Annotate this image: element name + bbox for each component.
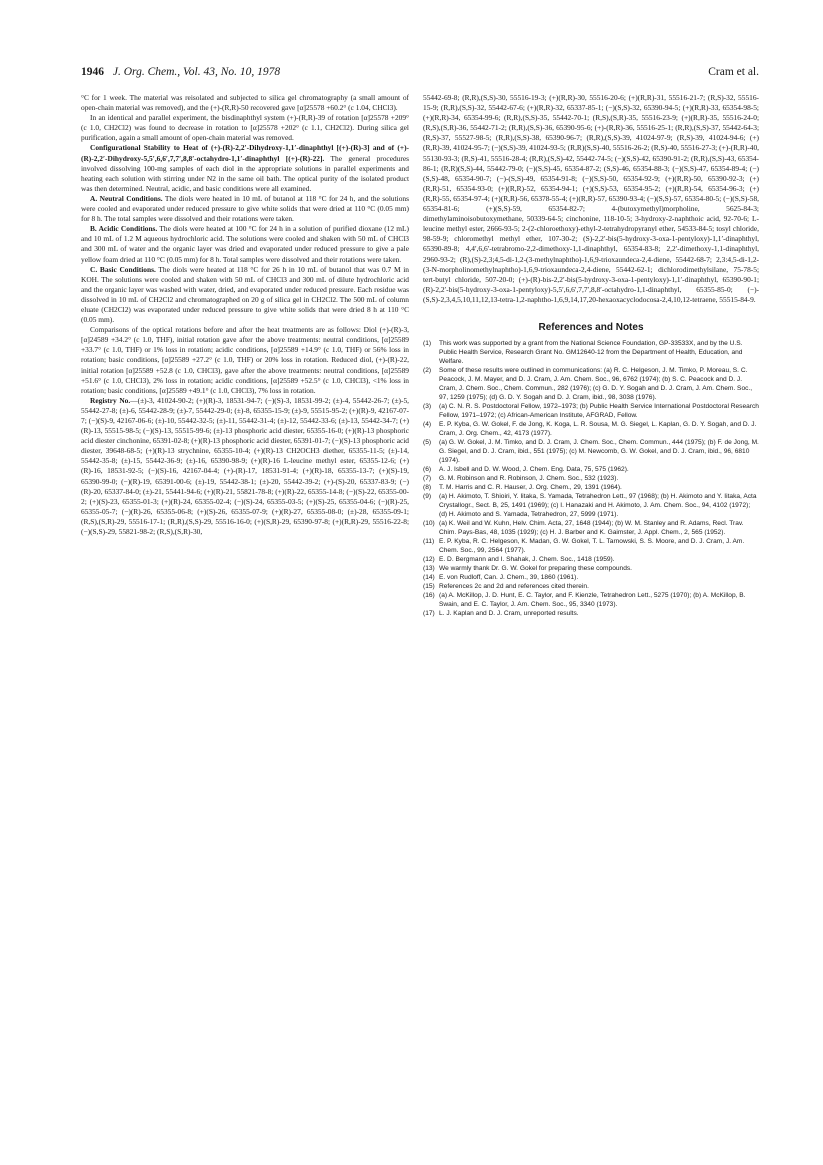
reference-text: (a) H. Akimoto, T. Shioiri, Y. Iitaka, S. Yamada, Tetrahedron Lett., 97 (1968); (b) H. Akimoto and Y. Iitaka, Acta Crystallogr., Sect. B, 25, 1491 (1969); (c) I. Hanazaki and H. Akimoto, J. Am. Chem. Soc., 94, 4102 (1972); (d) H. Akimoto and S. Yamada, Tetrahedron, 27, 5999 (1971).	[439, 493, 757, 519]
reference-item	[423, 609, 759, 618]
reference-item	[423, 474, 759, 483]
references-list	[423, 339, 759, 618]
reference-item	[423, 582, 759, 591]
reference-text: L. J. Kaplan and D. J. Cram, unreported results.	[439, 610, 579, 618]
reference-text: E. P. Kyba, R. C. Helgeson, K. Madan, G. W. Gokel, T. L. Tarnowski, S. S. Moore, and D. J. Cram, J. Am. Chem. Soc., 99, 2564 (1977).	[439, 538, 745, 555]
reference-number: (11)	[423, 538, 435, 546]
paragraph	[81, 396, 409, 537]
reference-item	[423, 519, 759, 537]
reference-number: (7)	[423, 475, 432, 483]
reference-text: This work was supported by a grant from the National Science Foundation, GP-33533X, and by the U.S. Public Health Service, Research Grant No. GM12640-12 from the Department of Health, Education, and Welfare.	[439, 340, 743, 366]
section-heading: C. Basic Conditions.	[90, 264, 156, 274]
reference-number: (15)	[423, 583, 435, 591]
reference-number: (5)	[423, 439, 432, 447]
reference-number: (10)	[423, 520, 435, 528]
registry-list: —(±)-3, 41024-90-2; (+)(R)-3, 18531-94-7; (−)(S)-3, 18531-99-2; (±)-4, 55442-26-7; (±)-5, 55442-27-8; (±)-6, 55442-28-9; (±)-7, 55442-29-0; (±)-8, 65355-15-9; (±)-9, 55515-95-2; (+)(R)-9, 42167-07-7; (−)(S)-9, 42167-06-6; (±)-10, 55442-32-5; (±)-11, 55442-31-4; (±)-12, 55442-33-6; (±)-13, 55442-34-7; (+)(R)-13, 55515-98-5; (−)(S)-13, 55515-99-6; (±)-13 phosphoric acid diester, 65355-16-0; (+)(R)-13 phosphoric acid diester cinchonine, 65391-02-8; (+)(R)-13 phosphoric acid diester, 65391-01-7; (−)(S)-13 phosphoric acid diester, 39648-68-5; (+)(R)-13 strychnine, 65355-10-4; (+)(R)-13 CH2OCH3 diether, 65355-11-5; (±)-14, 55442-35-8; (±)-15, 55442-36-9; (±)-16, 65390-98-9; (+)(R)-16 L-leucine methyl ester, 65355-12-6; (+)(R)-16, 18531-92-5; (−)(S)-16, 42167-04-4; (+)-(R)-17, 18531-91-4; (+)(R)-18, 65355-13-7; (+)(S)-19, 65390-99-0; (−)(R)-19, 65391-00-6; (±)-19, 55442-38-1; (±)-20, 55442-39-2; (+)-(S)-20, 65337-83-9; (−)(R)-20, 65337-84-0; (±)-21, 55441-94-6; (+)(R)-21, 55821-78-8; (+)(R)-22, 65355-14-8; (−)(S)-22, 65355-00-2; (+)(S)-23, 65355-01-3; (+)(R)-24, 65355-02-4; (−)(S)-24, 65355-03-5; (+)(S)-25, 65355-04-6; (−)(R)-25, 65355-05-7; (−)(R)-26, 65355-06-8; (+)(S)-26, 65355-07-9; (+)(R)-27, 65355-08-0; (±)-28, 65355-09-1; (R,S),(S,R)-29, 55516-17-1; (R,R),(S,S)-29, 55516-16-0; (+)(S,R)-29, 65390-97-8; (+)(R,R)-29, 55516-22-8; (−)(S,S)-29, 55821-98-2; (R,S),(S,R)-30,	[81, 395, 410, 537]
reference-item	[423, 339, 759, 366]
paragraph	[81, 265, 409, 326]
reference-number: (8)	[423, 484, 432, 492]
paragraph: °C for 1 week. The material was reisolated and subjected to silica gel chromatography (a small amount of open-chain material was removed), and the (+)-(R,R)-50 recovered gave [α]25578 +60.2° (c 1.04, CHCl3).	[81, 93, 409, 113]
reference-item	[423, 564, 759, 573]
paragraph-body: The general procedures involved dissolving 100-mg samples of each diol in the appropriate solutions in parallel experiments and heating each solution with stirring under N2 in the same oil bath. The optical purity of the isolated product was then determined. Neutral, acidic, and basic conditions were all examined.	[81, 153, 409, 193]
reference-item	[423, 366, 759, 402]
registry-heading: Registry No.	[90, 395, 131, 405]
reference-item	[423, 402, 759, 420]
reference-text: We warmly thank Dr. G. W. Gokel for preparing these compounds.	[439, 565, 633, 573]
reference-text: Some of these results were outlined in communications: (a) R. C. Helgeson, J. M. Timko, P. Moreau, S. C. Peacock, J. M. Mayer, and D. J. Cram, J. Am. Chem. Soc., 96, 6762 (1974); (b) S. C. Peacock and D. J. Cram, J. Chem. Soc., Chem. Commun., 282 (1976); (c) G. D. Y. Sogah and D. J. Cram, J. Am. Chem. Soc., 97, 1259 (1975); (d) G. D. Y. Sogah and D. J. Cram, ibid., 98, 3038 (1976).	[439, 367, 753, 402]
header-left	[81, 66, 280, 78]
reference-text: E. von Rudloff, Can. J. Chem., 39, 1860 (1961).	[439, 574, 579, 582]
page-header	[81, 66, 759, 82]
reference-item	[423, 555, 759, 564]
reference-item	[423, 438, 759, 465]
paragraph: In an identical and parallel experiment, the bisdinaphthyl system (+)-(R,R)-39 of rotation [α]25578 +209° (c 1.0, CH2Cl2) was found to decrease in rotation to [α]25578 +202° (c 1.1, CH2Cl2). During silica gel purification, again a small amount of open-chain material was removed.	[81, 113, 409, 143]
reference-number: (4)	[423, 421, 432, 429]
reference-text: References 2c and 2d and references cited therein.	[439, 583, 589, 591]
reference-text: E. P. Kyba, G. W. Gokel, F. de Jong, K. Koga, L. R. Sousa, M. G. Siegel, L. Kaplan, G. D. Y. Sogah, and D. J. Cram, J. Org. Chem., 42, 4173 (1977).	[439, 421, 757, 438]
reference-number: (6)	[423, 466, 432, 474]
reference-number: (2)	[423, 367, 432, 375]
section-heading: A. Neutral Conditions.	[90, 193, 163, 203]
running-authors: Cram et al.	[708, 66, 759, 78]
left-column	[81, 93, 409, 537]
reference-item	[423, 420, 759, 438]
section-heading: Configurational Stability to Heat of (+)-(R)-2,2′-Dihydroxy-1,1′-dinaphthyl [(+)-(R)-3] and of (+)-(R)-2,2′-Dihydroxy-5,5′,6,6′,7,7′,8,8′-octahydro-1,1′-dinaphthyl [(+)-(R)-22].	[81, 143, 409, 163]
paragraph-body: The diols were heated at 118 °C for 26 h in 10 mL of butanol that was 0.7 M in KOH. The solutions were cooled and shaken with 50 mL of CHCl3 and 300 mL of dilute hydrochloric acid and the organic layer was washed with water, dried, and evaporated under reduced pressure. Each residue was dissolved in 10 mL of CH2Cl2 and chromatographed on 20 g of silica gel in CH2Cl2. The 500 mL of column eluate (CH2Cl2) was evaporated under reduced pressure to give white solids that were dried 8 h at 110 °C (0.05 mm).	[81, 264, 409, 325]
reference-number: (14)	[423, 574, 435, 582]
paragraph	[81, 143, 409, 193]
paragraph-body: The diols were heated in 10 mL of butanol at 118 °C for 24 h, and the solutions were cooled and evaporated under reduced pressure to give white solids that were dried at 110 °C (0.05 mm) for 8 h. The total samples were dissolved and their rotations were taken.	[81, 193, 409, 224]
reference-number: (9)	[423, 493, 432, 501]
page-number: 1946	[81, 66, 104, 78]
reference-text: (a) K. Weil and W. Kuhn, Helv. Chim. Acta, 27, 1648 (1944); (b) W. M. Stanley and R. Adams, Recl. Trav. Chim. Pays-Bas, 48, 1035 (1929); (c) H. J. Barber and K. Gaimster, J. Appl. Chem., 2, 565 (1952).	[439, 520, 744, 537]
reference-item	[423, 483, 759, 492]
reference-text: T. M. Harris and C. R. Hauser, J. Org. Chem., 29, 1391 (1964).	[439, 484, 622, 492]
reference-number: (13)	[423, 565, 435, 573]
reference-item	[423, 591, 759, 609]
right-column	[423, 93, 759, 618]
reference-number: (17)	[423, 610, 435, 618]
section-heading: B. Acidic Conditions.	[90, 224, 158, 234]
reference-text: E. D. Bergmann and I. Shahak, J. Chem. Soc., 1418 (1959).	[439, 556, 615, 564]
reference-text: (a) G. W. Gokel, J. M. Timko, and D. J. Cram, J. Chem. Soc., Chem. Commun., 444 (1975); (b) F. de Jong, M. G. Siegel, and D. J. Cram, ibid., 551 (1975); (c) M. Newcomb, G. W. Gokel, and D. J. Cram, ibid., 96, 6810 (1974).	[439, 439, 759, 465]
reference-item	[423, 492, 759, 519]
references-title: References and Notes	[538, 321, 644, 333]
reference-number: (12)	[423, 556, 435, 564]
reference-item	[423, 465, 759, 474]
reference-text: A. J. Isbell and D. W. Wood, J. Chem. Eng. Data, 75, 575 (1962).	[439, 466, 629, 474]
paragraph	[81, 224, 409, 264]
reference-number: (3)	[423, 403, 432, 411]
paragraph-body: The diols were heated at 100 °C for 24 h in a solution of purified dioxane (12 mL) and 10 mL of 1.2 M aqueous hydrochloric acid. The solutions were cooled and shaken with 50 mL of CHCl3 and 300 mL of water and the organic layer was dried and evaporated under reduced pressure to give a pale yellow foam dried at 110 °C (0.05 mm) for 8 h. Total samples were dissolved and their rotations were taken.	[81, 224, 410, 264]
reference-text: (a) C. N. R. S. Postdoctoral Fellow, 1972–1973; (b) Public Health Service International Postdoctoral Research Fellow, 1971–1972; (c) African-American Institute, AFGRAD, Fellow.	[439, 403, 759, 420]
reference-text: G. M. Robinson and R. Robinson, J. Chem. Soc., 532 (1923).	[439, 475, 619, 483]
reference-text: (a) A. McKillop, J. D. Hunt, E. C. Taylor, and F. Kienzle, Tetrahedron Lett., 5275 (1970); (b) A. McKillop, B. Swain, and E. C. Taylor, J. Am. Chem. Soc., 95, 3340 (1973).	[439, 592, 746, 609]
paragraph	[81, 194, 409, 224]
reference-number: (16)	[423, 592, 435, 600]
reference-number: (1)	[423, 340, 432, 348]
paragraph: Comparisons of the optical rotations before and after the heat treatments are as follows: Diol (+)-(R)-3, [α]24589 +34.2° (c 1.0, THF), initial rotation gave after the above treatments: neutral conditions, [α]25589 +33.7° (c 1.0, THF) or 1% loss in rotation; acidic conditions, [α]25589 +14.9° (c 1.0, THF) or 56% loss in rotation; basic conditions, [α]25589 +27.2° (c 1.0, THF) or 20% loss in rotation. Reduced diol, (+)-(R)-22, initial rotation [α]25589 +52.8 (c 1.0, CHCl3), gave after the above treatments: neutral conditions, [α]25589 +51.6° (c 1.0, CHCl3), 2% loss in rotation; acidic conditions, [α]25589 +52.5° (c 1.0, CHCl3), <1% loss in rotation; basic conditions, [α]25589 +49.1° (c 1.0, CHCl3), 7% loss in rotation.	[81, 325, 409, 395]
journal-citation: J. Org. Chem., Vol. 43, No. 10, 1978	[112, 66, 281, 78]
reference-item	[423, 537, 759, 555]
registry-continued: 55442-69-8; (R,R),(S,S)-30, 55516-19-3; (+)(R,R)-30, 55516-20-6; (+)(R,R)-31, 55516-21-7; (R,S)-32, 55516-15-9; (R,R),(S,S)-32, 55442-67-6; (+)(R,R)-32, 65337-85-1; (−)(S,S)-32, 65390-94-5; (+)(R,R)-33, 65354-98-5; (+)(R,R)-34, 65354-99-6; (R,R),(S,S)-35, 55442-70-1; (R,S),(S,R)-35, 55516-23-9; (+)(R,R)-35, 55516-24-0; (R,S),(S,R)-36, 55442-71-2; (R,R),(S,S)-36, 65390-95-6; (+)-(R,R)-36, 55516-25-1; (R,R),(S,S)-37, 55442-64-3; (R,S)-37, 55527-98-5; (R,R),(S,S)-38, 65390-96-7; (R,R),(S,S)-39, 41024-97-9; (R,S)-39, 41024-94-6; (+)(R,R)-39, 41024-95-7; (−)(S,S)-39, 41024-93-5; (R,R)(S,S)-40, 55516-26-2; (R,S)-40, 55516-27-3; (+)-(R,R)-40, 55130-93-3; (R,S)-41, 55516-28-4; (R,R),(S,S)-42, 55442-74-5; (−)(S,S)-42, 65390-91-2; (R,R),(S,S)-43, 65354-86-1; (R,R)(S,S)-44, 55442-79-0; (−)(S,S)-45, 65354-87-2; (S,S)-46, 65354-88-3; (−)(S,S)-47, 65354-89-4; (−)(S,S)-48, 65354-90-7; (−)-(S,S)-49, 65354-91-8; (−)(S,S)-50, 65354-92-9; (+)(R,R)-50, 65390-92-3; (+)(R,R)-51, 65354-93-0; (+)(R,R)-52, 65354-94-1; (+)(S,S)-53, 65354-95-2; (+)(R,R)-54, 65354-96-3; (+)(R,R)-55, 65354-97-4; (+)(R,R)-56, 65378-55-4; (+)(R,R)-57, 65390-93-4; (−)(S,S)-57, 65354-80-5; (−)(S,S)-58, 65354-81-6; (+)(S,S)-59, 65354-82-7; 4-(butoxymethyl)morpholine, 5625-84-3; dimethylaminoisobutoxymethane, 50339-64-5; cinchonine, 118-10-5; 3-hydroxy-2-naphthoic acid, 92-70-6; L-leucine methyl ester, 2666-93-5; 2-(2-chloroethoxy)-ethyl-2-tetrahydropyranyl ether, 54533-84-5; tosyl chloride, 98-59-9; chloromethyl methyl ether, 107-30-2; (S)-2,2′-bis(5-hydroxy-3-oxa-1-pentyloxy)-1,1′-dinaphthyl, 65390-89-8; 4,4′,6,6′-tetrabromo-2,2-dimethoxy-1,1-dinaphthyl, 65354-83-8; 2,2′-dimethoxy-1,1-dinaphthyl, 2960-93-2; (R),(S)-2,3;4,5-di-1,2-(3-methylnaphtho)-1,6,9-trioxaundeca-2,4-diene, 55442-68-7; 2,3:4,5-di-1,2-(3-N-morpholinomethylnaphtho)-1,6,9-trioxaundeca-2,4-diene, 55442-62-1; dichlorodimethylsilane, 75-78-5; tert-butyl chloride, 507-20-0; (+)-(R)-bis-2,2′-bis(5-hydroxy-3-oxa-1-pentyloxy)-1,1′-dinaphthyl, 65390-90-1; (R)-2,2′-bis(5-hydroxy-3-oxa-1-pentyloxy)-5,5′,6,6′,7,7′,8,8′-octahydro-1,1-dinaphthyl, 65355-85-0; (−)-(S,S)-2,3,4,5,10,11,12,13-tetra-1,2-naphtho-1,6,9,14,17,20-hexaoxacyclodocosa-2,4,10,12-tetraene, 55515-84-9.	[423, 93, 759, 304]
reference-item	[423, 573, 759, 582]
